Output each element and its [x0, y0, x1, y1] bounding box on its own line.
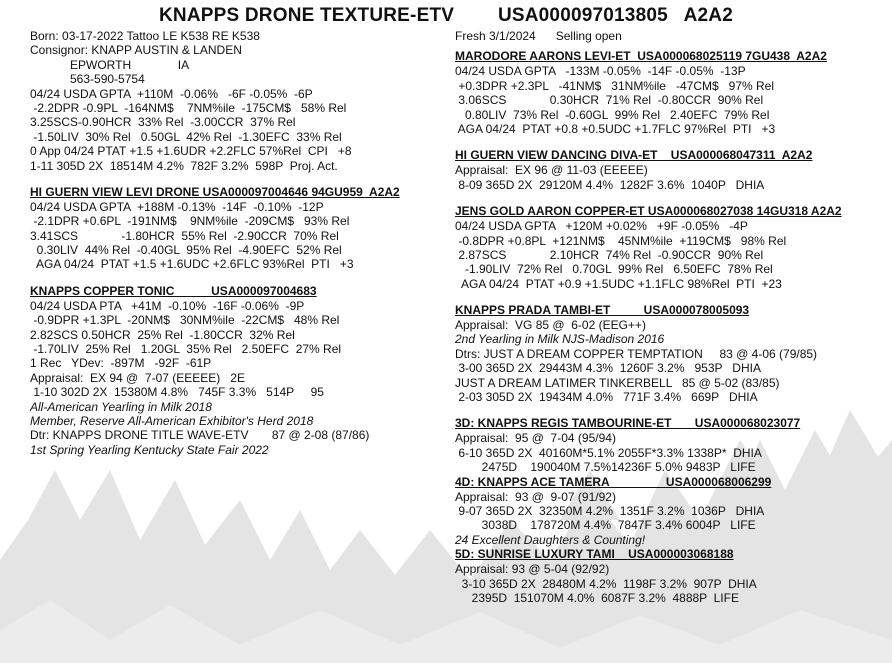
dam-line: 1 Rec YDev: -897M -92F -61P	[30, 356, 212, 371]
left-column	[30, 29, 450, 457]
sire-line: AGA 04/24 PTAT +1.5 +1.6UDC +2.6FLC 93%Rel PTI +3	[30, 257, 354, 272]
sire-line: -2.1DPR +0.6PL -191NM$ 9NM%ile -209CM$ 93% Rel	[30, 214, 350, 229]
fourth-dam-section	[455, 475, 887, 548]
third-dam-line: 6-10 365D 2X 40160M*5.1% 2055F*3.3% 1338P* DHIA	[455, 445, 762, 460]
mgs2-line: AGA 04/24 PTAT +0.9 +1.5UDC +1.1FLC 98%Rel PTI +23	[455, 276, 782, 291]
mgs-line: +0.3DPR +2.3PL -41NM$ 31NM%ile -47CM$ 97% Rel	[455, 78, 775, 93]
granddam-heading: KNAPPS PRADA TAMBI-ET USA000078005093	[455, 303, 750, 318]
fifth-dam-line: 2395D 151070M 4.0% 6087F 3.2% 4888P LIFE	[455, 590, 739, 605]
dam-line: Appraisal: EX 94 @ 7-07 (EEEEE) 2E	[30, 370, 245, 385]
mgd-section	[455, 148, 887, 192]
animal-info	[30, 29, 450, 173]
mgd-line: Appraisal: EX 96 @ 11-03 (EEEEE)	[455, 163, 648, 178]
granddam-section	[455, 303, 887, 404]
sire-line: 3.41SCS -1.80HCR 55% Rel -2.90CCR 70% Rel	[30, 228, 339, 243]
dam-line: -0.9DPR +1.3PL -20NM$ 30NM%ile -22CM$ 48% Rel	[30, 313, 340, 328]
third-dam-line: Appraisal: 95 @ 7-04 (95/94)	[455, 431, 616, 446]
third-dam-heading: 3D: KNAPPS REGIS TAMBOURINE-ET USA000068023077	[455, 416, 801, 431]
granddam-daughter-line: 3-00 365D 2X 29443M 4.3% 1260F 3.2% 953P DHIA	[455, 361, 761, 376]
info-line: 3.25SCS-0.90HCR 33% Rel -3.00CCR 37% Rel	[30, 115, 296, 130]
mgd-heading: HI GUERN VIEW DANCING DIVA-ET USA000068047311 A2A2	[455, 148, 813, 163]
dam-line: 04/24 USDA PTA +41M -0.10% -16F -0.06% -9P	[30, 298, 305, 313]
dam-daughter-line: Dtr: KNAPPS DRONE TITLE WAVE-ETV 87 @ 2-08 (87/86)	[30, 428, 370, 443]
granddam-honor: 2nd Yearling in Milk NJS-Madison 2016	[455, 332, 665, 347]
dam-honor: All-American Yearling in Milk 2018	[30, 399, 212, 414]
mgs-line: 04/24 USDA GPTA -133M -0.05% -14F -0.05% -13P	[455, 64, 746, 79]
info-line: 04/24 USDA GPTA +110M -0.06% -6F -0.05% -6P	[30, 86, 313, 101]
fifth-dam-heading: 5D: SUNRISE LUXURY TAMI USA000003068188	[455, 547, 734, 562]
dam-honor: Member, Reserve All-American Exhibitor's Herd 2018	[30, 413, 314, 428]
granddam-daughter-line: Dtrs: JUST A DREAM COPPER TEMPTATION 83 @ 4-06 (79/85)	[455, 346, 818, 361]
dam-heading: KNAPPS COPPER TONIC USA000097004683	[30, 283, 317, 298]
mgs-line: 0.80LIV 73% Rel -0.60GL 99% Rel 2.40EFC 79% Rel	[455, 107, 770, 122]
fifth-dam-line: 3-10 365D 2X 28480M 4.2% 1198F 3.2% 907P DHIA	[455, 576, 757, 591]
dam-line: -1.70LIV 25% Rel 1.20GL 35% Rel 2.50EFC 27% Rel	[30, 342, 342, 357]
sire-line: 0.30LIV 44% Rel -0.40GL 95% Rel -4.90EFC 52% Rel	[30, 243, 342, 258]
fourth-dam-line: 9-07 365D 2X 32350M 4.2% 1351F 3.2% 1036P DHIA	[455, 503, 765, 518]
fresh-status: Fresh 3/1/2024 Selling open	[455, 29, 622, 43]
fourth-dam-heading: 4D: KNAPPS ACE TAMERA USA000068006299	[455, 474, 772, 489]
mgs-heading: MARODORE AARONS LEVI-ET USA000068025119 7GU438 A2A2	[455, 49, 827, 64]
info-line: 0 App 04/24 PTAT +1.5 +1.6UDR +2.2FLC 57%Rel CPI +8	[30, 144, 352, 159]
info-line: Born: 03-17-2022 Tattoo LE K538 RE K538	[30, 29, 260, 43]
mgd-line: 8-09 365D 2X 29120M 4.4% 1282F 3.6% 1040P DHIA	[455, 177, 765, 192]
info-line: Consignor: KNAPP AUSTIN & LANDEN	[30, 43, 242, 58]
fourth-dam-line: 3038D 178720M 4.4% 7847F 3.4% 6004P LIFE	[455, 518, 756, 533]
info-line: 563-590-5754	[30, 72, 145, 87]
sire-section	[30, 185, 450, 272]
third-dam-line: 2475D 190040M 7.5%14236F 5.0% 9483P LIFE	[455, 460, 756, 475]
granddam-daughter-line: 2-03 305D 2X 19434M 4.0% 771F 3.4% 669P DHIA	[455, 390, 758, 405]
dam-honor: 1st Spring Yearling Kentucky State Fair 2022	[30, 442, 269, 457]
mgs2-line: 2.87SCS 2.10HCR 74% Rel -0.90CCR 90% Rel	[455, 247, 764, 262]
mgs-section	[455, 49, 887, 136]
fourth-dam-honor: 24 Excellent Daughters & Counting!	[455, 532, 646, 547]
info-line: 1-11 305D 2X 18514M 4.2% 782F 3.2% 598P Proj. Act.	[30, 158, 338, 173]
page-title: KNAPPS DRONE TEXTURE-ETV USA000097013805 A2A2	[159, 5, 733, 26]
sire-heading: HI GUERN VIEW LEVI DRONE USA000097004646 94GU959 A2A2	[30, 184, 400, 199]
mgs2-line: -1.90LIV 72% Rel 0.70GL 99% Rel 6.50EFC 78% Rel	[455, 262, 773, 277]
mgs2-heading: JENS GOLD AARON COPPER-ET USA000068027038 14GU318 A2A2	[455, 204, 842, 219]
granddam-daughter-line: JUST A DREAM LATIMER TINKERBELL 85 @ 5-02 (83/85)	[455, 375, 780, 390]
info-line: EPWORTH IA	[30, 57, 190, 72]
fifth-dam-line: Appraisal: 93 @ 5-04 (92/92)	[455, 562, 610, 577]
info-line: -1.50LIV 30% Rel 0.50GL 42% Rel -1.30EFC 33% Rel	[30, 129, 342, 144]
dam-line: 2.82SCS 0.50HCR 25% Rel -1.80CCR 32% Rel	[30, 327, 295, 342]
granddam-line: Appraisal: VG 85 @ 6-02 (EEG++)	[455, 318, 646, 333]
mgs2-line: -0.8DPR +0.8PL +121NM$ 45NM%ile +119CM$ 98% Rel	[455, 233, 787, 248]
fourth-dam-line: Appraisal: 93 @ 9-07 (91/92)	[455, 489, 616, 504]
mgs2-line: 04/24 USDA GPTA +120M +0.02% +9F -0.05% -4P	[455, 219, 748, 234]
fifth-dam-section	[455, 547, 887, 605]
mgs-line: AGA 04/24 PTAT +0.8 +0.5UDC +1.7FLC 97%Rel PTI +3	[455, 121, 776, 136]
mgs2-section	[455, 204, 887, 291]
dam-section	[30, 284, 450, 457]
sire-line: 04/24 USDA GPTA +188M -0.13% -14F -0.10% -12P	[30, 199, 324, 214]
right-column	[455, 29, 887, 605]
mgs-line: 3.06SCS 0.30HCR 71% Rel -0.80CCR 90% Rel	[455, 93, 764, 108]
info-line: -2.2DPR -0.9PL -164NM$ 7NM%ile -175CM$ 58% Rel	[30, 100, 347, 115]
third-dam-section	[455, 416, 887, 474]
dam-line: 1-10 302D 2X 15380M 4.8% 745F 3.3% 514P 95	[30, 385, 324, 400]
